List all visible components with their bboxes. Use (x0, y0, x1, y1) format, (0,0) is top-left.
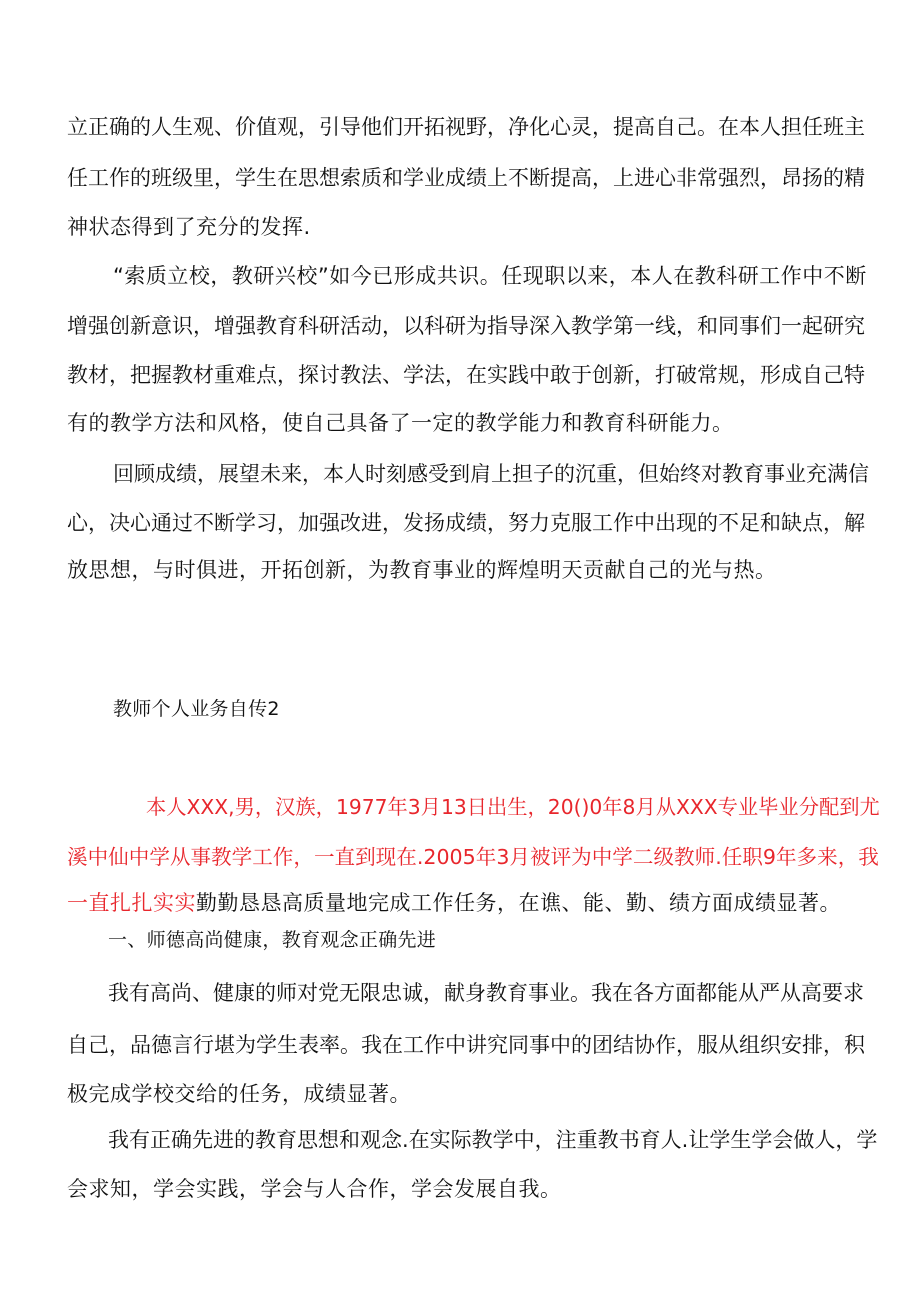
paragraph-line: 增强创新意识，增强教育科研活动，以科研为指导深入教学第一线，和同事们一起研究 (67, 314, 865, 338)
paragraph-line: 立正确的人生观、价值观，引导他们开拓视野，净化心灵，提高自己。在本人担任班主 (67, 115, 865, 139)
intro-line: 溪中仙中学从事教学工作，一直到现在.2005年3月被评为中学二级教师.任职9年多来，我 (67, 845, 879, 869)
paragraph-line: 自己，品德言行堪为学生表率。我在工作中讲究同事中的团结协作，服从组织安排，积 (67, 1033, 865, 1057)
paragraph-line: 回顾成绩，展望未来，本人时刻感受到肩上担子的沉重，但始终对教育事业充满信 (113, 462, 869, 486)
intro-line: 本人XXX,男，汉族，1977年3月13日出生，20()0年8月从XXX专业毕业分配到尤 (146, 795, 880, 819)
paragraph-line: 会求知，学会实践，学会与人合作，学会发展自我。 (67, 1177, 562, 1201)
paragraph-line: 放思想，与时俱进，开拓创新，为教育事业的辉煌明天贡献自己的光与热。 (67, 558, 777, 582)
paragraph-line: 我有高尚、健康的师对党无限忠诚，献身教育事业。我在各方面都能从严从高要求 (108, 981, 864, 1005)
paragraph-line: 教材，把握教材重难点，探讨教法、学法，在实践中敢于创新，打破常规，形成自己特 (67, 363, 865, 387)
paragraph-line: 神状态得到了充分的发挥. (67, 215, 311, 239)
paragraph-line: 有的教学方法和风格，使自己具备了一定的教学能力和教育科研能力。 (67, 411, 734, 435)
paragraph-line: 心，决心通过不断学习，加强改进，发扬成绩，努力克服工作中出现的不足和缺点，解 (67, 511, 865, 535)
section-heading: 一、师德高尚健康，教育观念正确先进 (108, 929, 437, 951)
intro-text: 勤勤恳恳高质量地完成工作任务，在谯、能、勤、绩方面成绩显著。 (196, 891, 841, 915)
document-title: 教师个人业务自传2 (113, 698, 280, 720)
paragraph-line: 任工作的班级里，学生在思想索质和学业成绩上不断提高，上进心非常强烈，昂扬的精 (67, 166, 865, 190)
intro-line (67, 888, 841, 918)
paragraph-line: “索质立校，教研兴校”如今已形成共识。任现职以来，本人在教科研工作中不断 (113, 264, 867, 288)
intro-highlight: 一直扎扎实实 (67, 891, 196, 915)
paragraph-line: 我有正确先进的教育思想和观念.在实际教学中，注重教书育人.让学生学会做人，学 (108, 1128, 878, 1152)
paragraph-line: 极完成学校交给的任务，成绩显著。 (67, 1082, 411, 1106)
